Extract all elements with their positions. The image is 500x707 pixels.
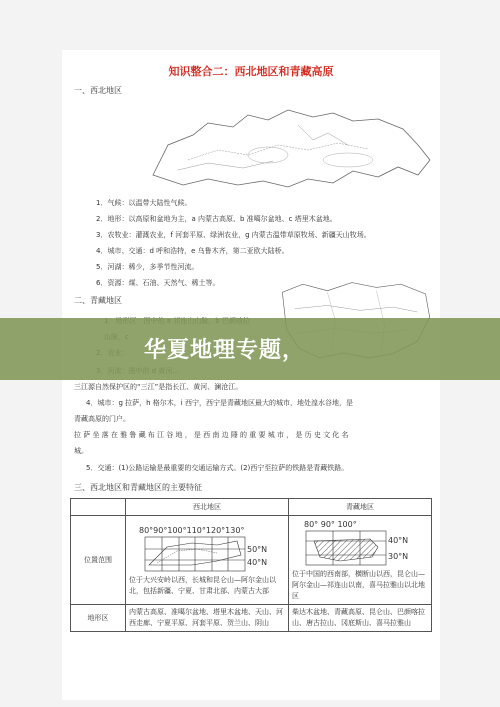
- nw-point-2: 2．地形：以高原和盆地为主，a 内蒙古高原、b 准噶尔盆地、c 塔里木盆地。: [96, 215, 337, 223]
- cell-qz-terrain: 柴达木盆地、青藏高原、昆仑山、巴颜喀拉山、唐古拉山、冈底斯山、喜马拉雅山: [289, 605, 432, 632]
- qz-grid-lon-label: 80° 90° 100°: [304, 520, 357, 529]
- qz-point-4: 4．城市：g 拉萨，h 格尔木，i 西宁，西宁是青藏地区最大的城市，地处湟水谷地，是: [86, 399, 353, 407]
- table-row-terrain: [71, 605, 432, 632]
- nw-position-text: 位于大兴安岭以西，长城和昆仑山—阿尔金山以北，包括新疆、宁夏、甘肃北部、内蒙古大部: [129, 575, 276, 595]
- qz-lhasa-note-cont: 城。: [74, 447, 88, 455]
- nw-point-5: 5．河湖：稀少，多季节性河流。: [96, 263, 199, 271]
- table-header-row: [71, 499, 432, 516]
- qz-position-text: 位于中国的西南部，横断山以西，昆仑山—阿尔金山—祁连山以南，喜马拉雅山以北地区: [292, 570, 426, 600]
- cell-qz-position: [289, 516, 432, 605]
- table-row-position: [71, 516, 432, 605]
- table-header-qinghai-tibet: 青藏地区: [289, 499, 432, 516]
- qz-grid-lat1: 40°N: [388, 536, 409, 545]
- section-heading-features: 三、西北地区和青藏地区的主要特征: [74, 483, 202, 492]
- section-heading-northwest: 一、西北地区: [74, 86, 122, 95]
- qz-grid-diagram: [300, 519, 420, 567]
- qz-point-4-cont: 青藏高原的门户。: [74, 415, 130, 423]
- promo-banner: [0, 318, 500, 380]
- comparison-table: [70, 498, 432, 632]
- qz-point-5: 5．交通：(1)公路运输是最重要的交通运输方式。(2)西宁至拉萨的铁路是青藏铁路。: [86, 464, 349, 472]
- nw-grid-lat2: 40°N: [247, 557, 268, 567]
- qz-grid-lat2: 30°N: [388, 552, 409, 561]
- banner-text: 华夏地理专题，: [144, 338, 306, 363]
- qz-lhasa-note: 拉 萨 坐 落 在 雅 鲁 藏 布 江 谷 地 ， 是 西 南 边 陲 的 重 要 城 市 ， 是 历 史 文 化 名: [74, 431, 349, 439]
- cell-nw-terrain: 内蒙古高原、准噶尔盆地、塔里木盆地、天山、河西走廊、宁夏平原、河套平原、贺兰山、阴山: [126, 605, 289, 632]
- table-header-northwest: 西北地区: [126, 499, 289, 516]
- nw-grid-lon-label: 80°90°100°110°120°130°: [139, 525, 245, 535]
- nw-point-4: 4．城市、交通：d 呼和浩特，e 乌鲁木齐，第二亚欧大陆桥。: [96, 247, 289, 255]
- section-heading-qinghai-tibet: 二、青藏地区: [74, 296, 122, 305]
- row-label-position: 位置范围: [71, 516, 126, 605]
- nw-point-6: 6．资源：煤、石油、天然气、稀土等。: [96, 279, 220, 287]
- page-title: 知识整合二：西北地区和青藏高原: [168, 65, 334, 78]
- row-label-terrain: 地形区: [71, 605, 126, 632]
- nw-point-3: 3．农牧业：灌溉农业，f 河套平原、绿洲农业，g 内蒙古温带草原牧场、新疆天山牧场。: [96, 231, 371, 239]
- northwest-map: [148, 105, 438, 193]
- cell-nw-position: [126, 516, 289, 605]
- nw-point-1: 1．气候：以温带大陆性气候。: [96, 199, 192, 207]
- nw-grid-diagram: [137, 525, 277, 573]
- nw-grid-lat1: 50°N: [247, 544, 268, 554]
- table-header-empty: [71, 499, 126, 516]
- qz-sanjiang-note: 三江源自然保护区的“三江”是指长江、黄河、澜沧江。: [74, 383, 243, 391]
